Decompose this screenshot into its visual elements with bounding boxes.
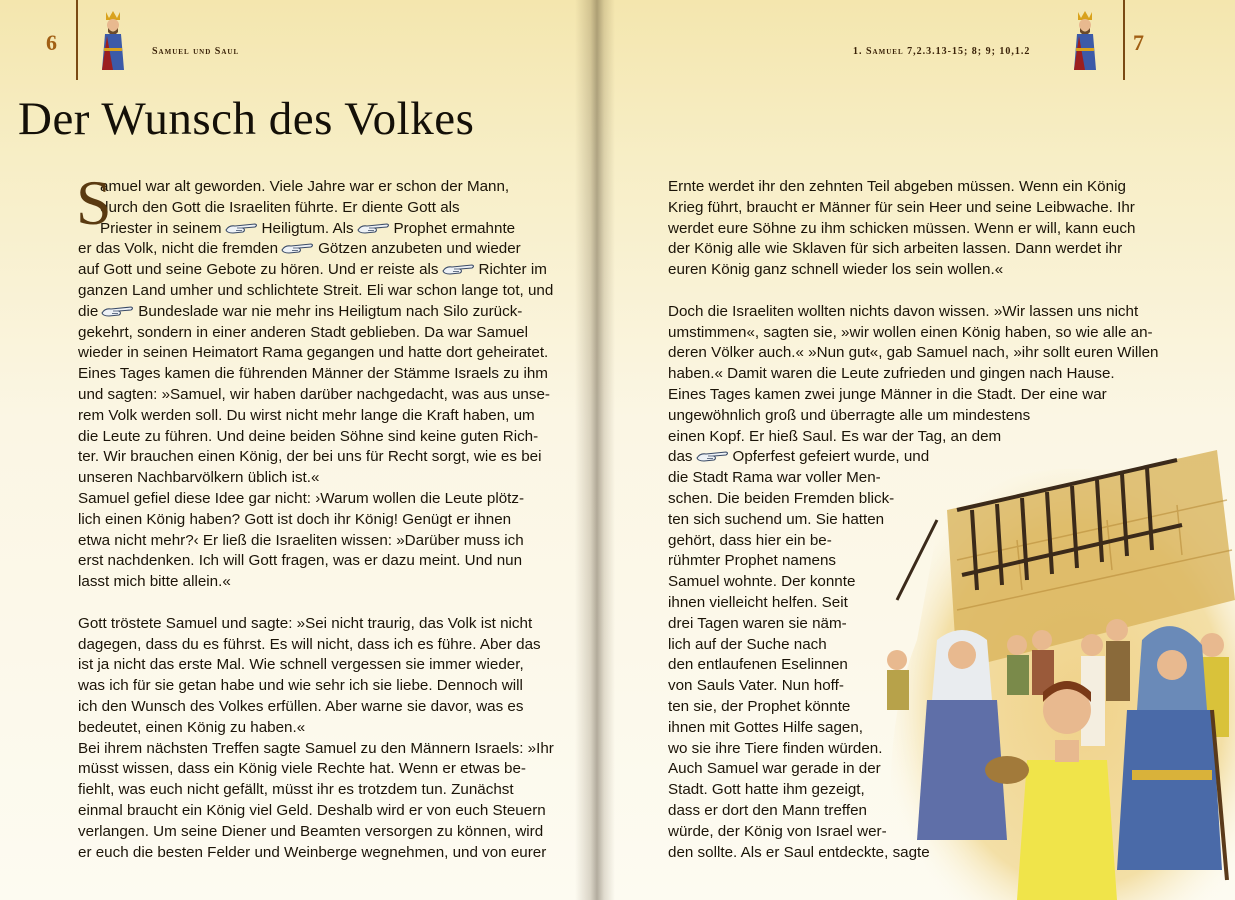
- text-line: [78, 468, 530, 489]
- text-segment: Heiligtum. Als: [261, 219, 354, 237]
- text-segment: der König alle wie Sklaven für sich arbeiten lassen. Dann werdet ihr: [668, 240, 1123, 258]
- text-segment: ich den Wunsch des Volkes erfüllen. Aber warne sie davor, was es: [78, 697, 524, 715]
- text-line: [668, 759, 1124, 780]
- text-segment: rühmter Prophet namens: [668, 552, 836, 570]
- text-segment: müsst wissen, dass ein König viele Rechte hat. Wenn er etwas be-: [78, 760, 526, 778]
- text-line: [668, 239, 1124, 260]
- text-line: [78, 260, 547, 281]
- text-segment: Eines Tages kamen die führenden Männer der Stämme Israels zu ihm: [78, 365, 548, 383]
- page-title: Der Wunsch des Volkes: [18, 93, 475, 145]
- text-segment: den sollte. Als er Saul entdeckte, sagte: [668, 843, 930, 861]
- text-segment: Priester in seinem: [100, 219, 222, 237]
- text-segment: Auch Samuel war gerade in der: [668, 760, 881, 778]
- text-line: [78, 510, 530, 531]
- text-segment: Richter im: [478, 261, 547, 279]
- text-line: [78, 489, 530, 510]
- text-segment: Samuel wohnte. Der konnte: [668, 573, 856, 591]
- text-segment: rem Volk werden soll. Du wirst nicht mehr lange die Kraft haben, um: [78, 406, 535, 424]
- text-segment: lich auf der Suche nach: [668, 635, 827, 653]
- text-line: [668, 718, 1124, 739]
- text-segment: auf Gott und seine Gebote zu hören. Und er reiste als: [78, 261, 439, 279]
- text-line: [78, 385, 550, 406]
- king-figure-icon: [1070, 8, 1100, 72]
- text-line: [78, 718, 530, 739]
- pointing-hand-icon: [225, 221, 259, 235]
- text-line: [668, 676, 1124, 697]
- text-segment: Götzen anzubeten und wieder: [318, 240, 521, 258]
- text-segment: ihnen vielleicht helfen. Seit: [668, 593, 848, 611]
- text-segment: Prophet ermahnte: [393, 219, 516, 237]
- pointing-hand-icon: [442, 262, 476, 276]
- text-segment: er das Volk, nicht die fremden: [78, 240, 279, 258]
- text-segment: etwa nicht mehr?‹ Er ließ die Israeliten wissen: »Darüber muss ich: [78, 531, 524, 549]
- text-segment: haben.« Damit waren die Leute zufrieden und gingen nach Hause.: [668, 365, 1115, 383]
- text-segment: verlangen. Um seine Diener und Beamten versorgen zu können, wird: [78, 822, 544, 840]
- paragraph-gap: [668, 281, 1124, 302]
- text-segment: die Stadt Rama war voller Men-: [668, 469, 881, 487]
- text-segment: ter. Wir brauchen einen König, der bei uns für Recht sorgt, wie es bei: [78, 448, 542, 466]
- text-segment: einen Kopf. Er hieß Saul. Es war der Tag, an dem: [668, 427, 1002, 445]
- text-line: [78, 239, 530, 260]
- header-rule-left: [76, 0, 78, 80]
- header-rule-right: [1123, 0, 1125, 80]
- text-line: [668, 406, 1124, 427]
- pointing-hand-icon: [357, 221, 391, 235]
- text-line: [668, 635, 1124, 656]
- text-segment: Krieg führt, braucht er Männer für sein Heer und seine Leibwache. Ihr: [668, 198, 1135, 216]
- text-segment: wieder in seinen Heimatort Rama gegangen und hatte dort geheiratet.: [78, 344, 549, 362]
- text-line: [668, 655, 1124, 676]
- text-line: [78, 822, 544, 843]
- text-segment: Stadt. Gott hatte ihm gezeigt,: [668, 781, 865, 799]
- text-line: [78, 739, 554, 760]
- text-segment: Bei ihrem nächsten Treffen sagte Samuel zu den Männern Israels: »Ihr: [78, 739, 554, 757]
- text-line: [78, 364, 548, 385]
- text-line: [78, 676, 530, 697]
- text-segment: fiehlt, was euch nicht gefällt, müsst ihr es trotzdem tun. Zunächst: [78, 781, 514, 799]
- text-line: [78, 697, 530, 718]
- text-line: [78, 406, 535, 427]
- text-segment: umstimmen«, sagten sie, »wir wollen einen König haben, so wie alle an-: [668, 323, 1153, 341]
- page-number-left: 6: [46, 30, 57, 55]
- pointing-hand-icon: [281, 241, 315, 255]
- left-page: [0, 0, 597, 900]
- text-segment: gekehrt, sondern in einer anderen Stadt geblieben. Da war Samuel: [78, 323, 529, 341]
- text-segment: Opferfest gefeiert wurde, und: [732, 448, 930, 466]
- pointing-hand-icon: [101, 304, 135, 318]
- text-line: [668, 177, 1124, 198]
- text-segment: er euch die besten Felder und Weinberge wegnehmen, und von eurer: [78, 843, 547, 861]
- text-line: [668, 531, 1124, 552]
- text-line: [78, 302, 530, 323]
- text-segment: Ernte werdet ihr den zehnten Teil abgeben müssen. Wenn ein König: [668, 178, 1126, 195]
- text-line: [78, 780, 530, 801]
- text-segment: deren Völker auch.« »Nun gut«, gab Samuel nach, »ihr sollt euren Willen: [668, 344, 1159, 362]
- text-segment: durch den Gott die Israeliten führte. Er diente Gott als: [100, 198, 460, 216]
- text-line: [668, 593, 1124, 614]
- text-segment: was ich für sie getan habe und wie sehr ich sie liebe. Dennoch will: [78, 677, 523, 695]
- text-segment: werdet eure Söhne zu ihm schicken müssen. Wenn er will, kann euch: [668, 219, 1136, 237]
- text-line: [78, 198, 530, 219]
- text-segment: unseren Nachbarvölkern üblich ist.«: [78, 469, 320, 487]
- text-line: [78, 614, 533, 635]
- text-segment: von Sauls Vater. Nun hoff-: [668, 677, 844, 695]
- text-segment: bedeutet, einen König zu haben.«: [78, 718, 306, 736]
- text-line: [668, 323, 1153, 344]
- text-line: [78, 343, 549, 364]
- text-line: [78, 447, 542, 468]
- king-figure-icon: [98, 8, 128, 72]
- text-segment: die: [78, 302, 99, 320]
- text-line: [78, 635, 541, 656]
- text-line: [668, 219, 1136, 240]
- text-segment: Bundeslade war nie mehr ins Heiligtum nach Silo zurück-: [138, 302, 523, 320]
- text-segment: Eines Tages kamen zwei junge Männer in die Stadt. Der eine war: [668, 385, 1107, 403]
- text-line: [78, 843, 547, 864]
- text-line: [668, 572, 1124, 593]
- right-body-text: [668, 177, 1159, 863]
- text-segment: ihnen mit Gottes Hilfe sagen,: [668, 718, 864, 736]
- text-line: [668, 822, 1124, 843]
- text-segment: dass er dort den Mann treffen: [668, 801, 867, 819]
- text-segment: ganzen Land umher und schlichtete Streit. Eli war schon lange tot, und: [78, 281, 554, 299]
- text-line: [668, 198, 1135, 219]
- text-segment: ist ja nicht das erste Mal. Wie schnell vergessen sie immer wieder,: [78, 656, 524, 674]
- text-line: [668, 510, 1124, 531]
- text-segment: wo sie ihre Tiere finden würden.: [668, 739, 883, 757]
- text-segment: lich einen König haben? Gott ist doch ihr König! Genügt er ihnen: [78, 510, 512, 528]
- text-segment: Doch die Israeliten wollten nichts davon wissen. »Wir lassen uns nicht: [668, 302, 1139, 320]
- text-line: [668, 489, 1124, 510]
- text-segment: die Leute zu führen. Und deine beiden Söhne sind keine guten Rich-: [78, 427, 539, 445]
- text-segment: erst nachdenken. Ich will Gott fragen, was er dazu meint. Und nun: [78, 552, 523, 570]
- text-segment: Gott tröstete Samuel und sagte: »Sei nicht traurig, das Volk ist nicht: [78, 614, 533, 632]
- left-body-text: [76, 167, 554, 863]
- text-segment: das: [668, 448, 693, 466]
- pointing-hand-icon: [696, 449, 730, 463]
- text-segment: dagegen, dass du es führst. Es will nicht, dass ich es führe. Aber das: [78, 635, 541, 653]
- text-line: [668, 614, 1124, 635]
- text-segment: lasst mich bitte allein.«: [78, 573, 231, 591]
- text-line: [668, 697, 1124, 718]
- text-segment: drei Tagen waren sie näm-: [668, 614, 847, 632]
- text-line: [668, 302, 1139, 323]
- text-line: [78, 281, 554, 302]
- text-line: [78, 177, 530, 198]
- text-segment: gehört, dass hier ein be-: [668, 531, 832, 549]
- running-head-left: Samuel und Saul: [152, 46, 240, 57]
- text-line: [668, 551, 1124, 572]
- text-segment: und sagten: »Samuel, wir haben darüber nachgedacht, was aus unse-: [78, 385, 550, 403]
- text-line: [668, 780, 1124, 801]
- text-line: [668, 739, 1124, 760]
- text-line: [668, 427, 1124, 448]
- gutter-shadow-left: [575, 0, 597, 900]
- text-segment: ten sich suchend um. Sie hatten: [668, 510, 885, 528]
- text-line: [668, 447, 1124, 468]
- text-line: [78, 427, 539, 448]
- text-line: [668, 385, 1124, 406]
- right-page: [597, 0, 1235, 900]
- text-segment: amuel war alt geworden. Viele Jahre war er schon der Mann,: [100, 178, 510, 195]
- text-line: [78, 551, 530, 572]
- running-head-right: 1. Samuel 7,2.3.13-15; 8; 9; 10,1.2: [853, 46, 1031, 57]
- text-segment: ten sie, der Prophet könnte: [668, 697, 851, 715]
- text-segment: den entlaufenen Eselinnen: [668, 656, 848, 674]
- text-segment: einmal braucht ein König viel Geld. Deshalb wird er von euch Steuern: [78, 801, 546, 819]
- page-number-right: 7: [1133, 30, 1144, 55]
- gutter-shadow-right: [597, 0, 615, 900]
- text-line: [668, 260, 1124, 281]
- text-line: [668, 801, 1124, 822]
- text-line: [78, 572, 530, 593]
- text-line: [668, 468, 1124, 489]
- text-segment: würde, der König von Israel wer-: [668, 822, 887, 840]
- text-segment: schen. Die beiden Fremden blick-: [668, 489, 895, 507]
- text-line: [78, 759, 530, 780]
- text-line: [78, 531, 530, 552]
- text-line: [78, 655, 530, 676]
- text-segment: euren König ganz schnell wieder los sein wollen.«: [668, 261, 1004, 279]
- text-line: [78, 323, 530, 344]
- text-segment: ungewöhnlich groß und überragte alle um mindestens: [668, 406, 1031, 424]
- text-segment: Samuel gefiel diese Idee gar nicht: ›Warum wollen die Leute plötz-: [78, 489, 525, 507]
- text-line: [668, 364, 1124, 385]
- text-line: [78, 801, 546, 822]
- text-line: [668, 343, 1159, 364]
- paragraph-gap: [78, 593, 530, 614]
- text-line: [78, 219, 530, 240]
- dropcap: S: [76, 167, 112, 238]
- text-line: [668, 843, 1124, 864]
